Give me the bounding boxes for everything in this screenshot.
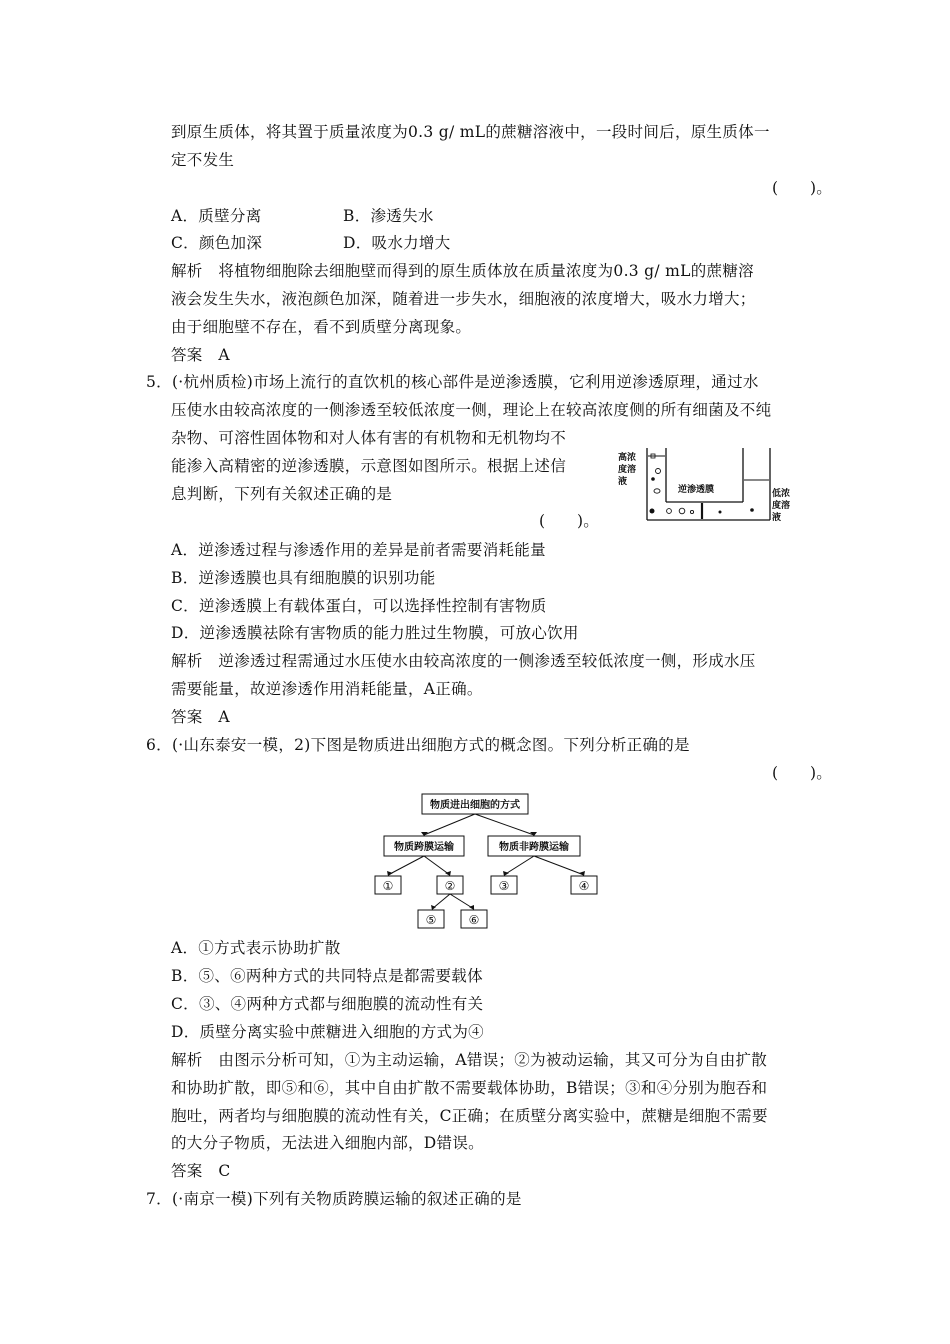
q4-option-d: D．吸水力增大	[343, 234, 451, 252]
q4-analysis-line2: 液会发生失水，液泡颜色加深，随着进一步失水，细胞液的浓度增大，吸水力增大；	[171, 290, 756, 308]
q7-stem-line1: 7．(·南京一模)下列有关物质跨膜运输的叙述正确的是	[146, 1190, 522, 1208]
q4-answer: 答案 A	[171, 346, 230, 364]
concept-node-5: ⑤	[425, 913, 437, 927]
q5-option-b: B．逆渗透膜也具有细胞膜的识别功能	[171, 569, 436, 587]
q4-stem-line1: 到原生质体，将其置于质量浓度为0.3 g/ mL的蔗糖溶液中，一段时间后，原生质体一	[171, 123, 770, 141]
q5-option-d: D．逆渗透膜祛除有害物质的能力胜过生物膜，可放心饮用	[171, 624, 579, 642]
concept-node-1: ①	[382, 879, 394, 893]
concept-root-label: 物质进出细胞的方式	[430, 800, 520, 811]
q5-option-c: C．逆渗透膜上有载体蛋白，可以选择性控制有害物质	[171, 597, 547, 615]
q6-analysis-line2: 和协助扩散，即⑤和⑥，其中自由扩散不需要载体协助，B错误；③和④分别为胞吞和	[171, 1079, 768, 1097]
q5-stem-line5: 息判断，下列有关叙述正确的是	[171, 485, 393, 503]
q5-stem-line4: 能渗入高精密的逆渗透膜，示意图如图所示。根据上述信	[171, 457, 567, 475]
q5-fig-right-label-1: 低浓	[772, 489, 791, 499]
q6-analysis-line1: 解析 由图示分析可知，①为主动运输，A错误；②为被动运输，其又可分为自由扩散	[171, 1051, 768, 1069]
q5-stem-line1: 5．(·杭州质检)市场上流行的直饮机的核心部件是逆渗透膜，它利用逆渗透原理，通过水	[146, 373, 759, 391]
q6-option-d: D．质壁分离实验中蔗糖进入细胞的方式为④	[171, 1023, 484, 1041]
reverse-osmosis-figure	[612, 446, 792, 526]
q5-fig-membrane-label: 逆渗透膜	[678, 485, 715, 495]
q6-analysis-line3: 胞吐，两者均与细胞膜的流动性有关，C正确；在质壁分离实验中，蔗糖是细胞不需要	[171, 1107, 768, 1125]
concept-node-2: ②	[444, 879, 456, 893]
q5-stem-line3: 杂物、可溶性固体物和对人体有害的有机物和无机物均不	[171, 429, 567, 447]
q5-fig-right-label-3: 液	[772, 513, 782, 523]
q6-analysis-line4: 的大分子物质，无法进入细胞内部，D错误。	[171, 1134, 484, 1152]
q4-option-c: C．颜色加深	[171, 234, 263, 252]
q6-answer-paren: ( )。	[772, 764, 833, 782]
q5-analysis-line1: 解析 逆渗透过程需通过水压使水由较高浓度的一侧渗透至较低浓度一侧，形成水压	[171, 652, 756, 670]
q4-stem-line2: 定不发生	[171, 151, 235, 169]
q4-option-a: A．质壁分离	[171, 207, 262, 225]
q5-fig-right-label-2: 度溶	[772, 501, 791, 511]
concept-node-4: ④	[578, 879, 590, 893]
q5-analysis-line2: 需要能量，故逆渗透作用消耗能量，A正确。	[171, 680, 483, 698]
q5-fig-left-label-1: 高浓	[618, 453, 637, 463]
q4-analysis-line1: 解析 将植物细胞除去细胞壁而得到的原生质体放在质量浓度为0.3 g/ mL的蔗糖溶	[171, 262, 754, 280]
concept-node-3: ③	[498, 879, 510, 893]
concept-left-label: 物质跨膜运输	[394, 842, 454, 853]
q6-option-a: A．①方式表示协助扩散	[171, 939, 341, 957]
q5-answer-paren: ( )。	[539, 512, 600, 530]
q5-fig-left-label-3: 液	[618, 477, 628, 487]
q5-option-a: A．逆渗透过程与渗透作用的差异是前者需要消耗能量	[171, 541, 546, 559]
concept-map	[370, 790, 610, 930]
concept-right-label: 物质非跨膜运输	[499, 842, 569, 853]
q4-answer-paren: ( )。	[772, 179, 833, 197]
q4-analysis-line3: 由于细胞壁不存在，看不到质壁分离现象。	[171, 318, 472, 336]
q6-option-b: B．⑤、⑥两种方式的共同特点是都需要载体	[171, 967, 483, 985]
q5-fig-left-label-2: 度溶	[618, 465, 637, 475]
concept-node-6: ⑥	[468, 913, 480, 927]
q5-stem-line2: 压使水由较高浓度的一侧渗透至较低浓度一侧，理论上在较高浓度侧的所有细菌及不纯	[171, 401, 772, 419]
q4-option-b: B．渗透失水	[343, 207, 434, 225]
q6-option-c: C．③、④两种方式都与细胞膜的流动性有关	[171, 995, 484, 1013]
q6-answer: 答案 C	[171, 1162, 231, 1180]
q5-answer: 答案 A	[171, 708, 230, 726]
q6-stem-line1: 6．(·山东泰安一模，2)下图是物质进出细胞方式的概念图。下列分析正确的是	[146, 736, 690, 754]
